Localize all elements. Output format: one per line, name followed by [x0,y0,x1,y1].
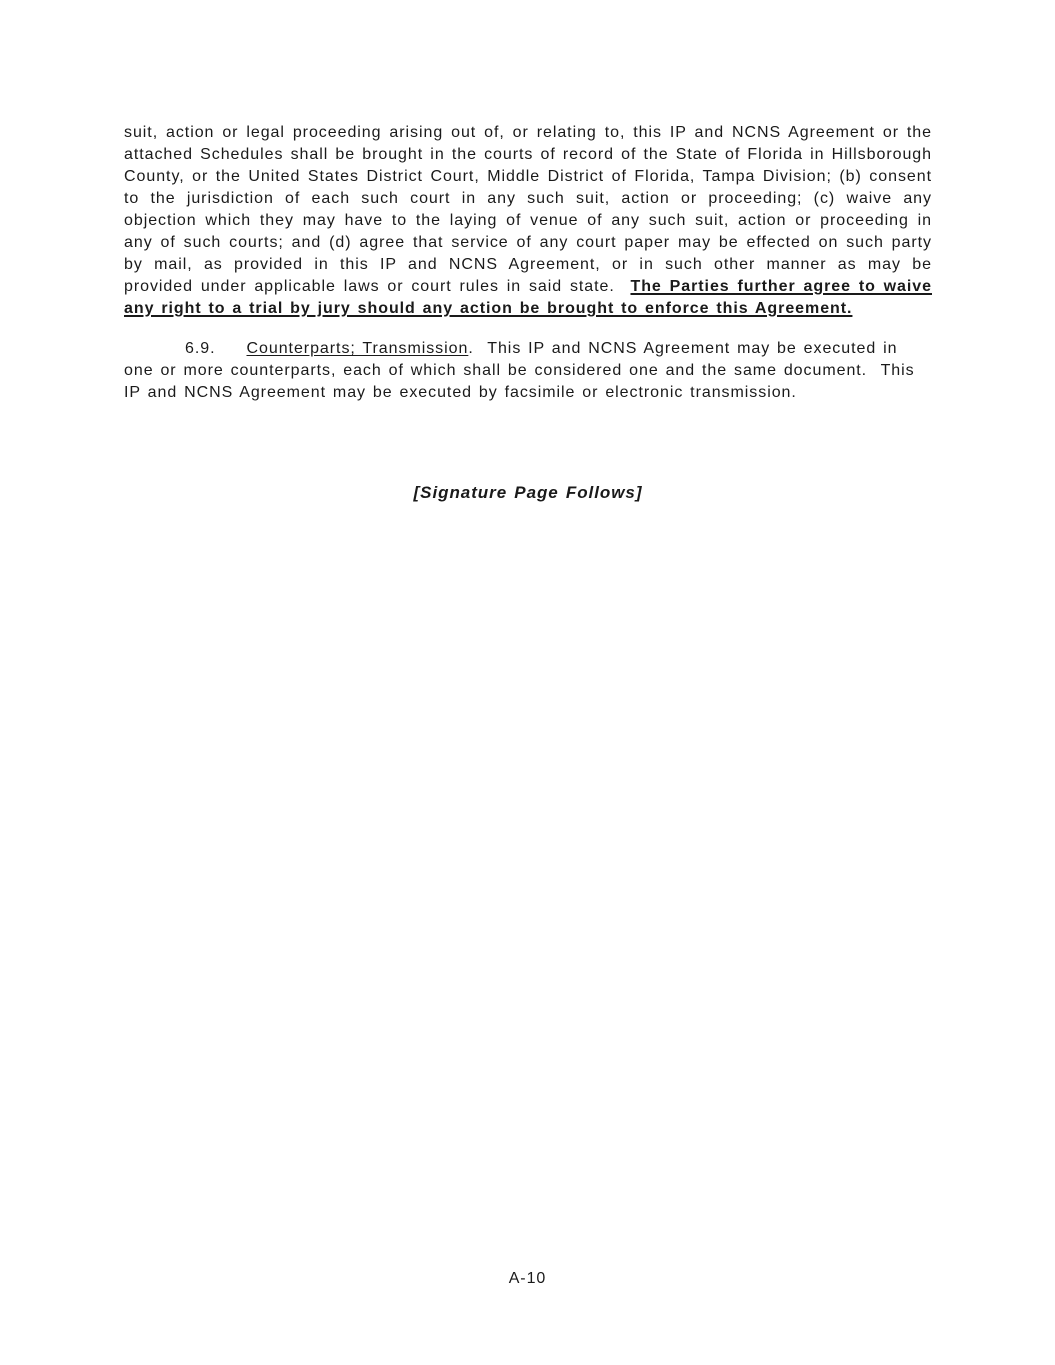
page-number: A-10 [508,1270,547,1287]
paragraph-jurisdiction-venue [124,122,932,320]
text-segment: 6.9. [185,340,216,357]
paragraph-counterparts-transmission [124,338,932,404]
text-segment: The Parties further agree to waive any right to a trial by jury should any action be brought to enforce this Agreement. [124,278,932,317]
text-segment: . This IP and NCNS Agreement may be executed in one or more counterparts, each of which shall be considered one and the same document. This IP and NCNS Agreement may be executed by facsimile or electronic transmission. [124,340,915,401]
text-segment: Counterparts; Transmission [246,340,469,357]
signature-page-note: [Signature Page Follows] [413,483,643,502]
text-segment: suit, action or legal proceeding arising out of, or relating to, this IP and NCNS Agreement or the attached Schedules shall be brought in the courts of record of the State of Florida in Hillsborough County, or the United States District Court, Middle District of Florida, Tampa Division; (b) consent to the jurisdiction of each such court in any such suit, action or proceeding; (c) waive any objection which they may have to the laying of venue of any such suit, action or proceeding in any of such courts; and (d) agree that service of any court paper may be effected on such party by mail, as provided in this IP and NCNS Agreement, or in such other manner as may be provided under applicable laws or court rules in said state. [124,124,932,295]
